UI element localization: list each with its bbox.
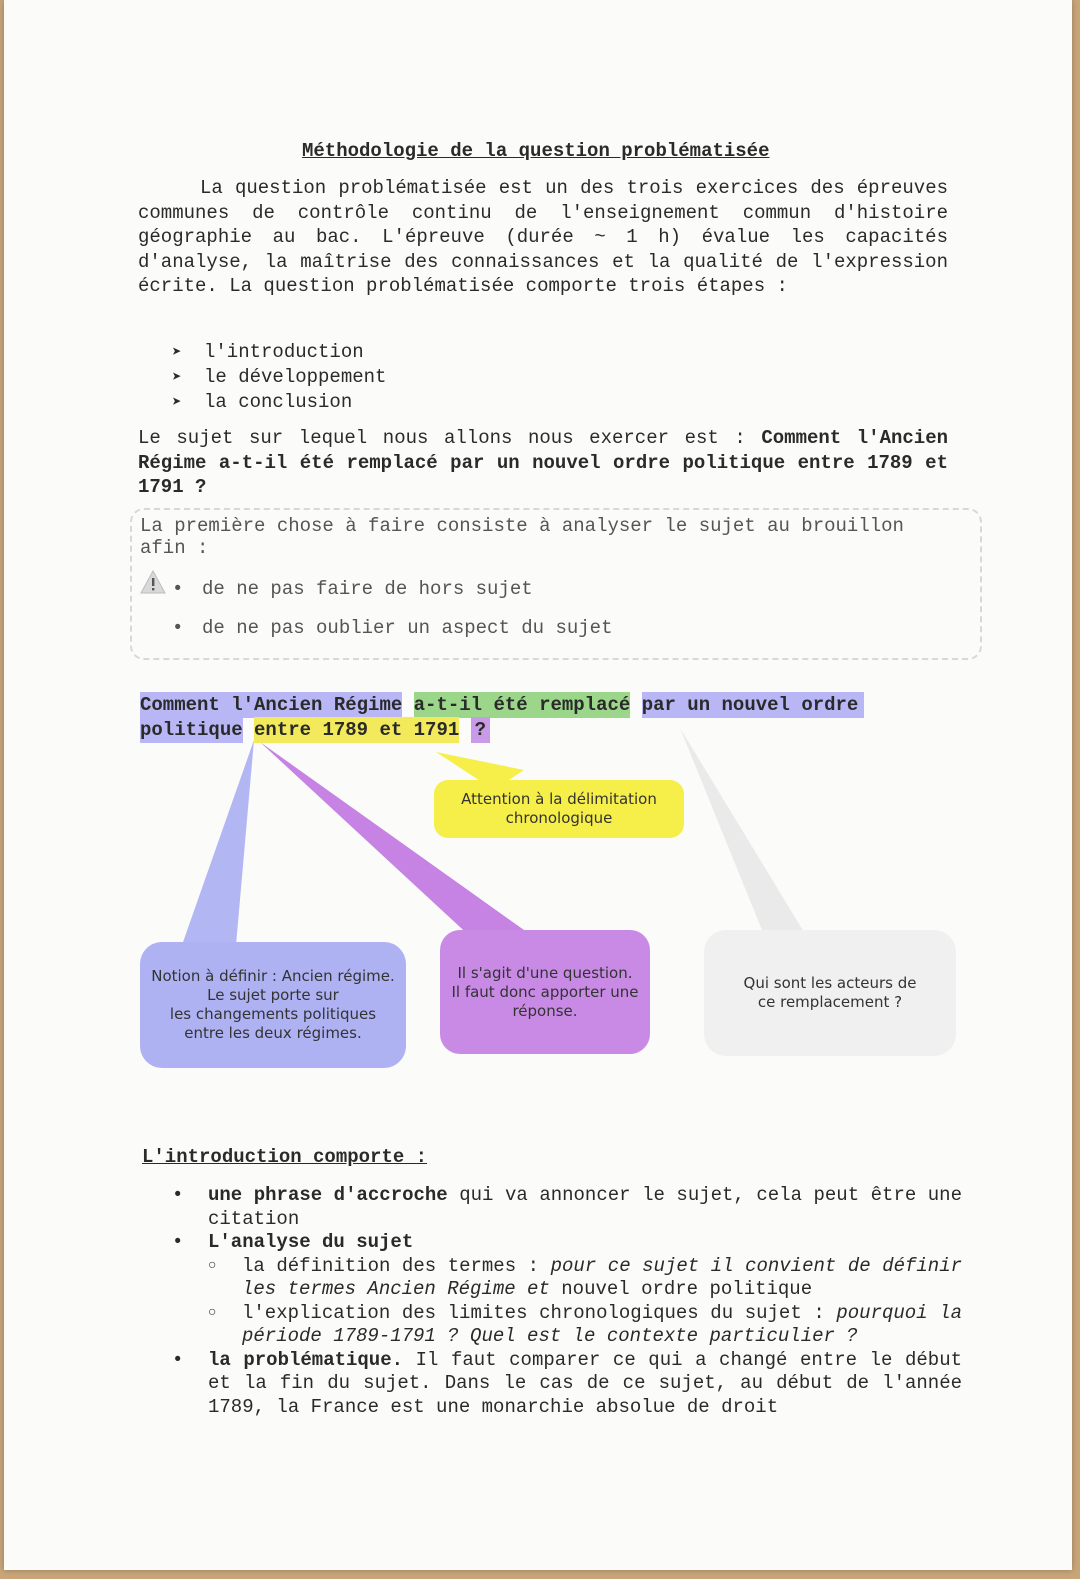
bubble-question: Il s'agit d'une question. Il faut donc apporter une réponse. <box>440 930 650 1054</box>
list-item: ➤ le développement <box>172 366 387 388</box>
highlighted-question-line-1: Comment l'Ancien Régime a-t-il été remplacé par un nouvel ordre <box>140 694 864 716</box>
subject-question: Comment l'Ancien Régime a-t-il été remplacé par un nouvel ordre politique entre 1789 et 1791 ? <box>138 427 948 498</box>
introduction-list <box>172 1184 962 1419</box>
gray-bubble-tail <box>680 728 804 935</box>
list-item: ➤ la conclusion <box>172 391 353 413</box>
arrow-icon: ➤ <box>172 369 182 387</box>
subject-statement: Le sujet sur lequel nous allons nous exercer est : Comment l'Ancien Régime a-t-il été remplacé par un nouvel ordre politique entre 1789 et 1791 ? <box>138 427 948 498</box>
analysis-bullet: • de ne pas faire de hors sujet <box>172 578 533 600</box>
intro-paragraph: La question problématisée est un des trois exercices des épreuves communes de contrôle continu de l'enseignement commun d'histoire géographie au bac. L'épreuve (durée ~ 1 h) évalue les capacités d'analyse, la maîtrise des connaissances et la qualité de l'expression écrite. La question problématisée comporte trois étapes : <box>138 177 948 297</box>
highlighted-question-line-2: politique entre 1789 et 1791 ? <box>140 719 490 741</box>
bubble-actors: Qui sont les acteurs de ce remplacement ? <box>704 930 956 1056</box>
list-item: ➤ l'introduction <box>172 341 364 363</box>
list-item: • la problématique. Il faut comparer ce qui a changé entre le début et la fin du sujet. Dans le cas de ce sujet, au début de l'année 1789, la France est une monarchie absolue de droit <box>172 1348 962 1418</box>
bubble-definition: Notion à définir : Ancien régime. Le sujet porte sur les changements politiques entre les deux régimes. <box>140 942 406 1068</box>
list-item: • une phrase d'accroche qui va annoncer le sujet, cela peut être une citation <box>172 1184 962 1230</box>
page-title: Méthodologie de la question problématisée <box>302 140 770 162</box>
arrow-icon: ➤ <box>172 344 182 362</box>
list-item: • L'analyse du sujet <box>172 1231 414 1253</box>
introduction-heading: L'introduction comporte : <box>142 1146 428 1168</box>
analysis-bullet: • de ne pas oublier un aspect du sujet <box>172 617 613 639</box>
sub-list-item: ○ l'explication des limites chronologiques du sujet : pourquoi la période 1789-1791 ? Quel est le contexte particulier ? <box>208 1301 962 1347</box>
blue-bubble-tail <box>182 740 254 945</box>
analysis-text: La première chose à faire consiste à analyser le sujet au brouillon afin : <box>140 515 904 559</box>
sub-list-item: ○ la définition des termes : pour ce sujet il convient de définir les termes Ancien Régime et nouvel ordre politique <box>208 1254 963 1300</box>
paper-sheet <box>4 0 1072 1570</box>
arrow-icon: ➤ <box>172 394 182 412</box>
bubble-chronology: Attention à la délimitation chronologique <box>434 780 684 838</box>
